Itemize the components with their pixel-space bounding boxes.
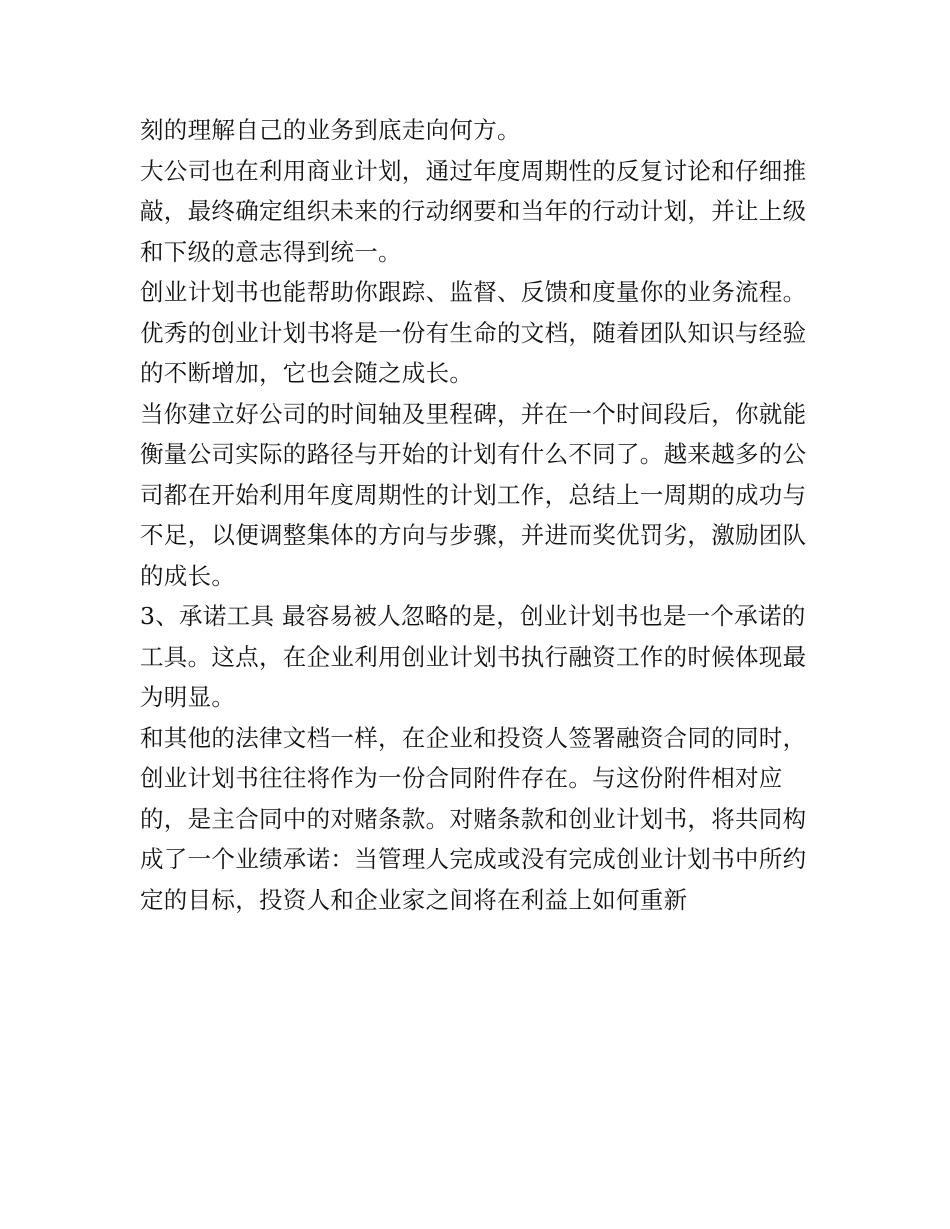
paragraph-commitment-tool: 3、承诺工具 最容易被人忽略的是，创业计划书也是一个承诺的工具。这点，在企业利用创业计划书执行融资工作的时候体现最为明显。: [140, 602, 807, 711]
paragraph-continuation: 刻的理解自己的业务到底走向何方。: [140, 116, 521, 144]
paragraph-tracking: 创业计划书也能帮助你跟踪、监督、反馈和度量你的业务流程。 优秀的创业计划书将是一份有生命的文档，随着团队知识与经验的不断增加，它也会随之成长。: [140, 278, 807, 387]
paragraph-timeline: 当你建立好公司的时间轴及里程碑，并在一个时间段后，你就能衡量公司实际的路径与开始的计划有什么不同了。越来越多的公司都在开始利用年度周期性的计划工作，总结上一周期的成功与不足，以便调整集体的方向与步骤，并进而奖优罚劣，激励团队的成长。: [140, 399, 807, 590]
paragraph-large-companies: 大公司也在利用商业计划，通过年度周期性的反复讨论和仔细推敲，最终确定组织未来的行动纲要和当年的行动计划，并让上级和下级的意志得到统一。: [140, 156, 807, 266]
document-body: [140, 110, 820, 920]
paragraph-legal-documents: 和其他的法律文档一样，在企业和投资人签署融资合同的同时，创业计划书往往将作为一份合同附件存在。与这份附件相对应的，是主合同中的对赌条款。对赌条款和创业计划书，将共同构成了一个业绩承诺：当管理人完成或没有完成创业计划书中所约定的目标，投资人和企业家之间将在利益上如何重新: [140, 723, 807, 914]
